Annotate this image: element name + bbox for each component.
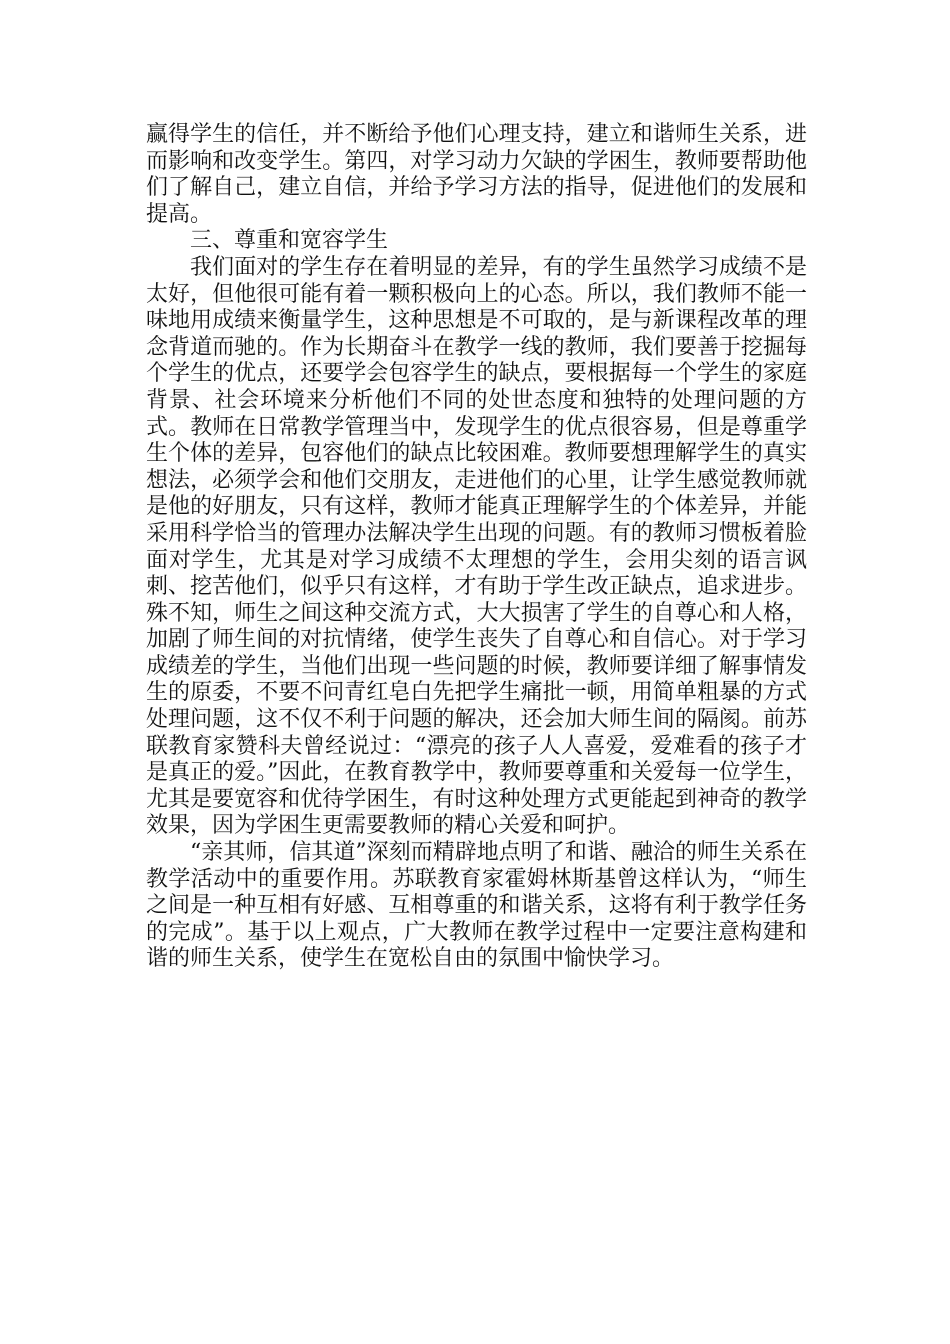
section-heading: 三、尊重和宽容学生 xyxy=(190,228,389,254)
paragraph-conclusion: “亲其师，信其道”深刻而精辟地点明了和谐、融洽的师生关系在教学活动中的重要作用。苏联教育家霍姆林斯基曾这样认为，“师生之间是一种互相有好感、互相尊重的和谐关系，这将有利于教学任务的完成”。基于以上观点，广大教师在教学过程中一定要注意构建和谐的师生关系，使学生在宽松自由的氛围中愉快学习。 xyxy=(146,840,807,972)
paragraph-body: 我们面对的学生存在着明显的差异，有的学生虽然学习成绩不是太好，但他很可能有着一颗积极向上的心态。所以，我们教师不能一味地用成绩来衡量学生，这种思想是不可取的，是与新课程改革的理念背道而驰的。作为长期奋斗在教学一线的教师，我们要善于挖掘每个学生的优点，还要学会包容学生的缺点，要根据每一个学生的家庭背景、社会环境来分析他们不同的处世态度和独特的处理问题的方式。教师在日常教学管理当中，发现学生的优点很容易，但是尊重学生个体的差异，包容他们的缺点比较困难。教师要想理解学生的真实想法，必须学会和他们交朋友，走进他们的心里，让学生感觉教师就是他的好朋友，只有这样，教师才能真正理解学生的个体差异，并能采用科学恰当的管理办法解决学生出现的问题。有的教师习惯板着脸面对学生，尤其是对学习成绩不太理想的学生，会用尖刻的语言讽刺、挖苦他们，似乎只有这样，才有助于学生改正缺点，追求进步。殊不知，师生之间这种交流方式，大大损害了学生的自尊心和人格，加剧了师生间的对抗情绪，使学生丧失了自尊心和自信心。对于学习成绩差的学生，当他们出现一些问题的时候，教师要详细了解事情发生的原委，不要不问青红皂白先把学生痛批一顿，用简单粗暴的方式处理问题，这不仅不利于问题的解决，还会加大师生间的隔阂。前苏联教育家赞科夫曾经说过：“漂亮的孩子人人喜爱，爱难看的孩子才是真正的爱。”因此，在教育教学中，教师要尊重和关爱每一位学生，尤其是要宽容和优待学困生，有时这种处理方式更能起到神奇的教学效果，因为学困生更需要教师的精心关爱和呵护。 xyxy=(146,254,807,839)
paragraph-continuation: 赢得学生的信任，并不断给予他们心理支持，建立和谐师生关系，进而影响和改变学生。第四，对学习动力欠缺的学困生，教师要帮助他们了解自己，建立自信，并给予学习方法的指导，促进他们的发展和提高。 xyxy=(146,122,807,227)
document-body xyxy=(146,122,807,973)
